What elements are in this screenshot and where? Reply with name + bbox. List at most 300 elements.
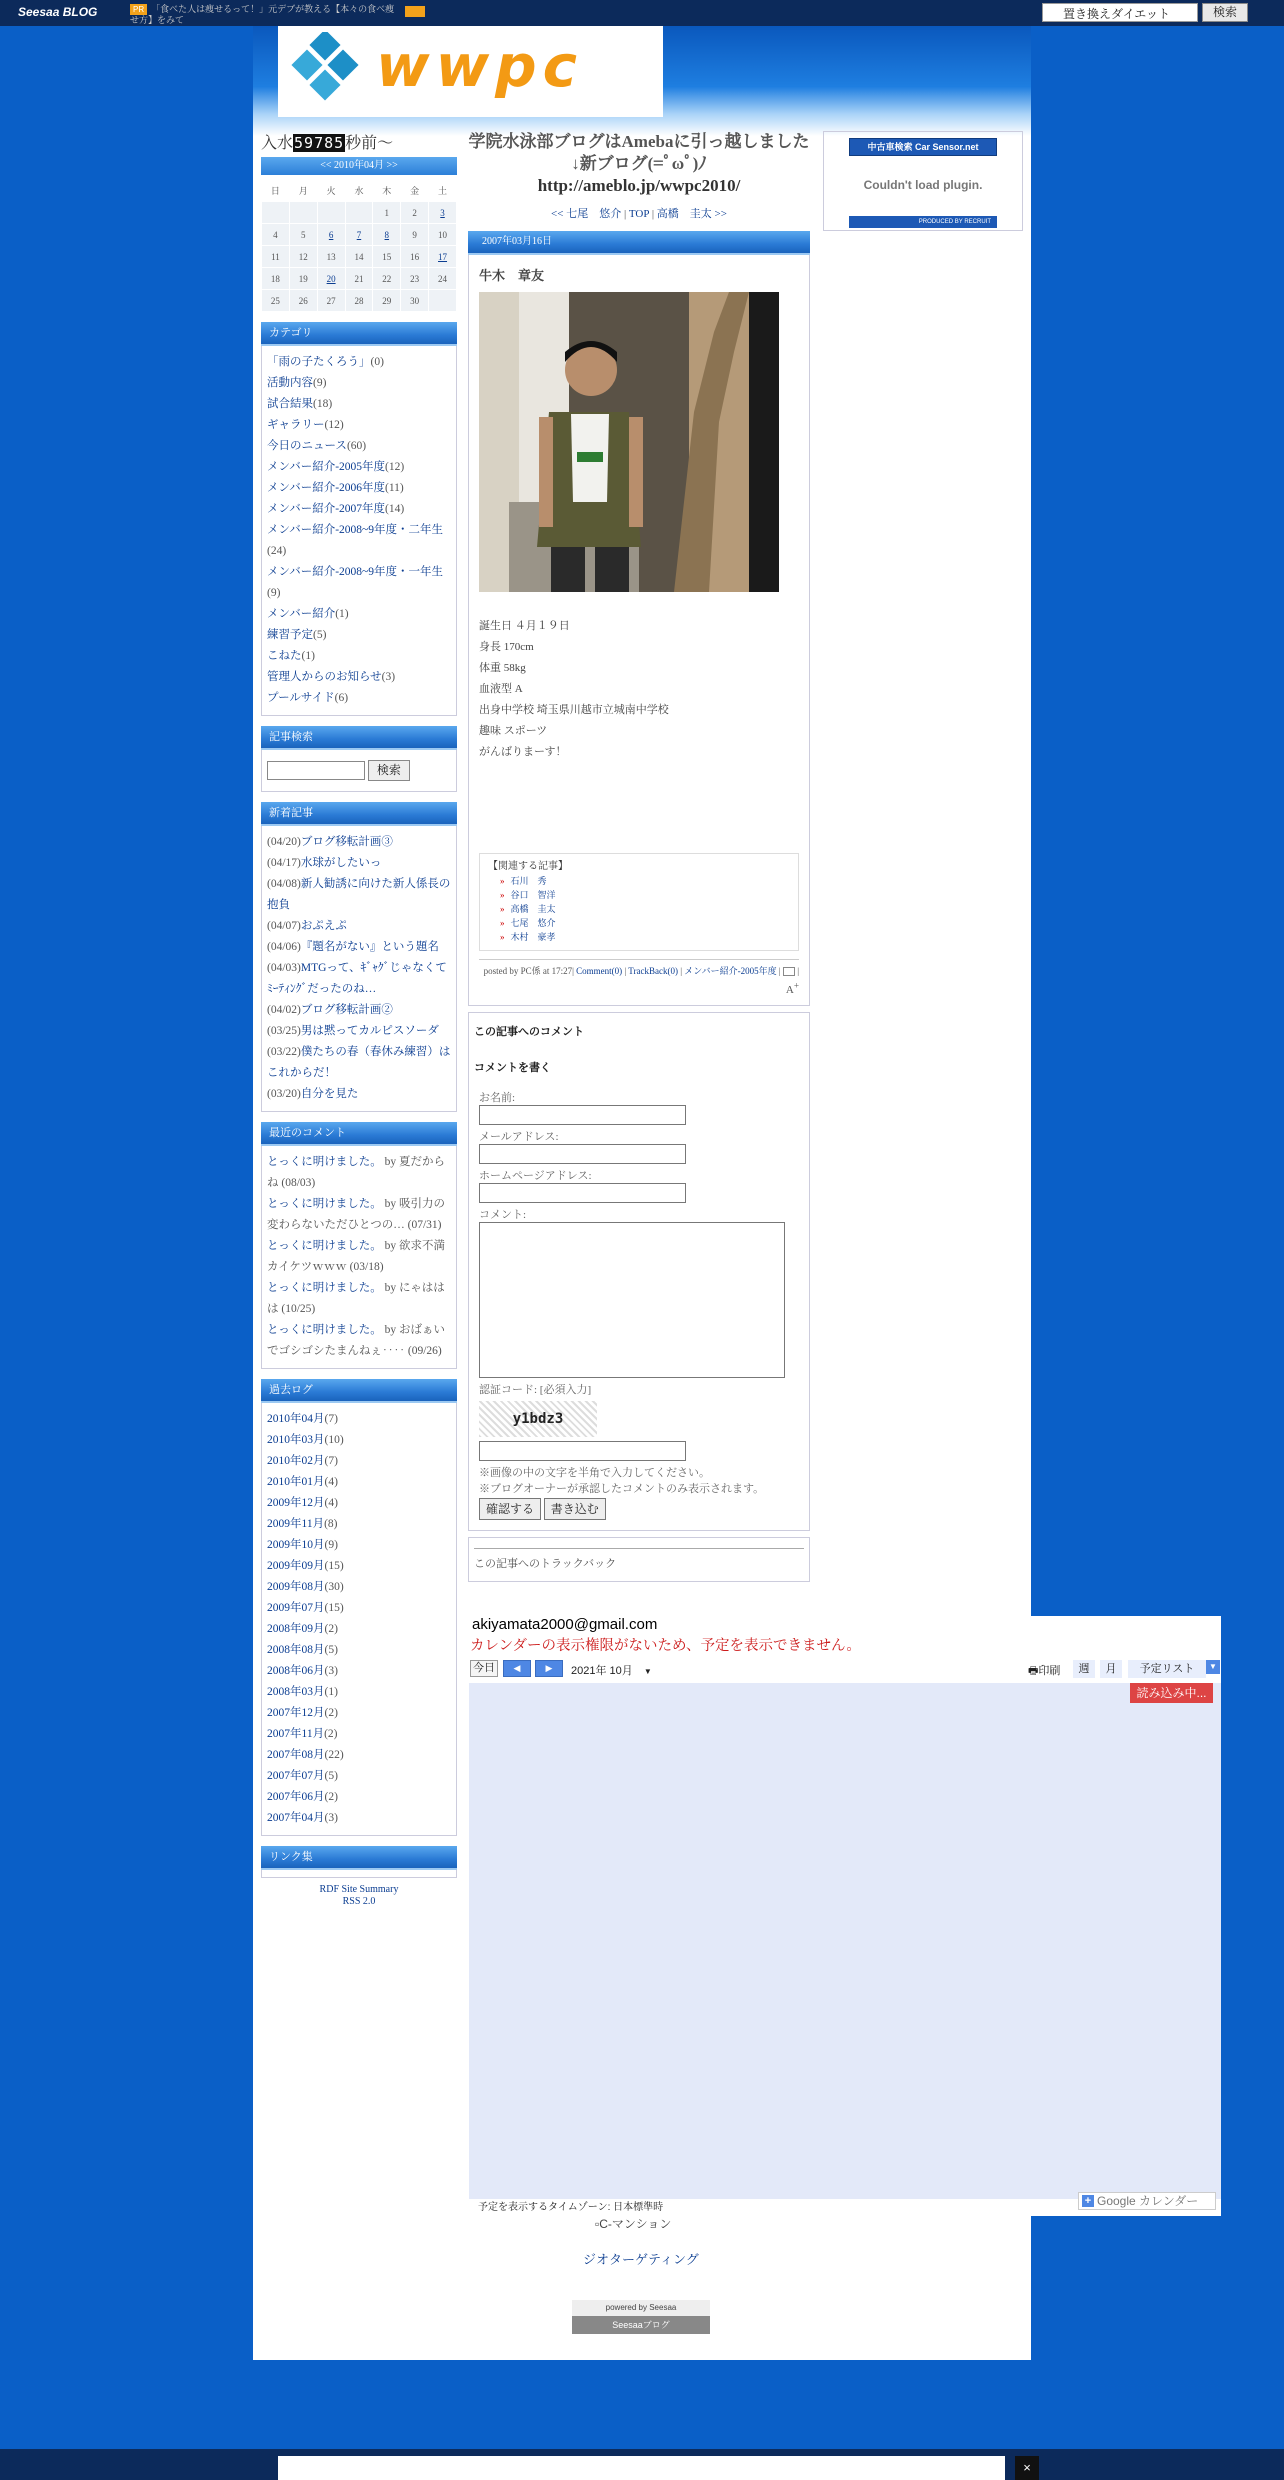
print-label: 印刷 [1038, 1665, 1061, 1677]
category-item [267, 373, 451, 394]
category-link[interactable]: 管理人からのお知らせ [267, 671, 382, 683]
archive-count: (10) [324, 1434, 344, 1447]
related-article-link[interactable]: » 谷口 智洋 [488, 888, 790, 902]
google-calendar-label: Google カレンダー [1097, 2194, 1199, 2208]
archive-item [267, 1472, 451, 1493]
entry-line: 趣味 スポーツ [479, 725, 548, 737]
prev-arrow-icon[interactable]: ◀ [503, 1660, 531, 1677]
calendar-dow: 土 [429, 180, 457, 202]
calendar-day: 5 [289, 224, 317, 246]
archive-link[interactable]: 2009年12月 [267, 1497, 325, 1510]
blog-logo[interactable] [278, 26, 663, 117]
comment-textarea[interactable] [479, 1222, 785, 1378]
calendar-day [289, 202, 317, 224]
category-item [267, 646, 451, 667]
recent-article-link[interactable]: 水球がしたいっ [300, 857, 382, 870]
category-count: (60) [346, 440, 367, 452]
archive-link[interactable]: 2007年12月 [267, 1707, 325, 1720]
recent-article-date: (04/20) [267, 836, 301, 849]
print-button[interactable] [1028, 1662, 1060, 1681]
archive-item [267, 1661, 451, 1682]
archive-item [267, 1766, 451, 1787]
calendar-day: 21 [345, 268, 373, 290]
recent-article-date: (04/08) [267, 878, 301, 891]
archive-count: (8) [324, 1518, 338, 1531]
related-article-link[interactable]: » 石川 秀 [488, 874, 790, 888]
captcha-image: y1bdz3 [479, 1401, 597, 1437]
tab-month[interactable]: 月 [1100, 1660, 1122, 1678]
category-link[interactable]: メンバー紹介-2008~9年度・一年生 [267, 566, 443, 578]
article-search-box [261, 750, 457, 792]
category-link[interactable]: 練習予定 [267, 629, 313, 641]
calendar-day: 28 [345, 290, 373, 312]
article-search-input[interactable] [267, 761, 365, 780]
archive-count: (2) [324, 1707, 338, 1720]
archive-count: (5) [324, 1644, 338, 1657]
captcha-field[interactable] [479, 1441, 686, 1461]
archive-item [267, 1598, 451, 1619]
category-count: (12) [385, 461, 405, 473]
links-box [261, 1870, 457, 1878]
archive-link[interactable]: 2008年09月 [267, 1623, 325, 1636]
entry-title: 牛木 章友 [479, 268, 545, 283]
recent-article-date: (03/25) [267, 1025, 301, 1038]
entry [468, 255, 810, 1006]
categories-list [261, 346, 457, 716]
archive-count: (2) [324, 1728, 338, 1741]
archive-count: (22) [324, 1749, 344, 1762]
archive-item [267, 1745, 451, 1766]
category-count: (14) [385, 503, 405, 515]
category-item [267, 562, 451, 604]
archive-item [267, 1535, 451, 1556]
calendar-day: 16 [401, 246, 429, 268]
bottom-ad-slot[interactable] [278, 2456, 1005, 2480]
calendar-day[interactable] [373, 224, 401, 246]
calendar-week [262, 202, 457, 224]
comment-label: コメント: [479, 1208, 527, 1221]
category-link[interactable]: 今日のニュース [267, 440, 347, 452]
archive-item [267, 1577, 451, 1598]
recent-article-link[interactable]: 『題名がない』という題名 [300, 941, 439, 954]
calendar-dow-row [262, 180, 457, 202]
archive-link[interactable]: 2007年07月 [267, 1770, 325, 1783]
powered-by-badge[interactable]: powered by Seesaa [572, 2300, 710, 2316]
feed-links [261, 1884, 457, 1908]
recent-articles-list [261, 826, 457, 1112]
archive-count: (5) [324, 1770, 338, 1783]
category-link[interactable]: 試合結果 [267, 398, 313, 410]
calendar-dow: 金 [401, 180, 429, 202]
email-field[interactable] [479, 1144, 686, 1164]
category-count: (1) [335, 608, 349, 620]
chevron-down-icon: ▼ [643, 1667, 652, 1676]
close-icon[interactable]: × [1015, 2456, 1039, 2480]
entry-line: 誕生日 ４月１９日 [479, 620, 570, 632]
recent-comments-list [261, 1146, 457, 1369]
top-search-input[interactable]: 置き換えダイエット [1042, 3, 1198, 22]
homepage-label: ホームページアドレス: [479, 1169, 592, 1182]
recent-article-item [267, 958, 451, 1000]
calendar-day [317, 202, 345, 224]
photo-image [479, 292, 779, 592]
recent-article-link[interactable]: ブログ移転計画② [300, 1004, 393, 1017]
bookmark-icon[interactable] [783, 967, 795, 976]
category-count: (9) [313, 377, 327, 389]
plugin-error: Couldn't load plugin. [863, 178, 983, 192]
category-item [267, 436, 451, 457]
cmansion-image[interactable] [595, 2215, 671, 2232]
calendar-day-link[interactable]: 7 [356, 229, 362, 240]
posted-by: posted by PC係 at 17:27| [483, 966, 574, 976]
recent-article-date: (04/07) [267, 920, 301, 933]
calendar-day: 15 [373, 246, 401, 268]
calendar-table [261, 179, 457, 312]
geo-targeting-link[interactable]: ジオターゲティング [583, 2252, 699, 2267]
archive-link[interactable]: 2010年04月 [267, 1413, 325, 1426]
archives-list [261, 1403, 457, 1836]
next-entry-link[interactable]: 高橋 圭太 >> [656, 208, 727, 220]
archive-link[interactable]: 2010年01月 [267, 1476, 325, 1489]
related-article-link[interactable]: » 木村 豪孝 [488, 930, 790, 944]
archive-item [267, 1556, 451, 1577]
calendar-day-link[interactable]: 20 [326, 273, 336, 284]
related-article-link[interactable]: » 七尾 悠介 [488, 916, 790, 930]
category-count: (3) [381, 671, 396, 683]
related-title: 【関連する記事】 [488, 861, 568, 872]
email-label: メールアドレス: [479, 1130, 559, 1143]
entry-line: 出身中学校 埼玉県川越市立城南中学校 [479, 704, 669, 716]
calendar-title[interactable]: << 2010年04月 >> [261, 157, 457, 175]
entry-line: 身長 170cm [479, 641, 534, 653]
archive-count: (9) [324, 1539, 338, 1552]
seesaa-blog-badge[interactable]: Seesaaブログ [572, 2316, 710, 2334]
category-link[interactable]: 活動内容 [267, 377, 313, 389]
calendar-day[interactable] [429, 202, 457, 224]
archive-item [267, 1493, 451, 1514]
archive-count: (3) [324, 1812, 338, 1825]
recent-comment-author: by 吸引力の変わらないただひとつの… (07/31) [267, 1198, 446, 1232]
blog-title [468, 131, 810, 197]
recent-comment-author: by 夏だからね (08/03) [267, 1156, 446, 1190]
calendar-day[interactable] [345, 224, 373, 246]
submit-comment-button[interactable]: 書き込む [544, 1498, 606, 1520]
recent-comment-author: by おばぁいでゴシゴシたまんねぇ‥‥ (09/26) [267, 1324, 446, 1358]
name-field[interactable] [479, 1105, 686, 1125]
calendar-dow: 水 [345, 180, 373, 202]
month-label: 2021年 10月 [571, 1665, 633, 1677]
calendar-toolbar [470, 1659, 1220, 1681]
seesaa-logo[interactable]: Seesaa BLOG [18, 5, 98, 19]
category-count: (5) [313, 629, 327, 641]
arrow-icon[interactable] [405, 6, 425, 17]
right-sidebar-plugin [823, 131, 1023, 231]
recent-article-date: (04/03) [267, 962, 301, 975]
prev-entry-link[interactable]: << 七尾 悠介 [551, 208, 622, 220]
write-comment-heading: コメントを書く [474, 1061, 551, 1074]
calendar-day-link[interactable]: 17 [438, 251, 448, 262]
recent-article-link[interactable]: 自分を見た [300, 1088, 359, 1101]
calendar-week [262, 224, 457, 246]
archive-link[interactable]: 2007年06月 [267, 1791, 325, 1804]
entry-line: がんばりまーす！ [479, 746, 567, 758]
calendar-day [262, 202, 290, 224]
category-count: (11) [385, 482, 404, 494]
blog-header [253, 26, 1031, 136]
calendar-day [345, 202, 373, 224]
trackback-count-link[interactable]: TrackBack(0) [628, 966, 678, 976]
calendar-day-link[interactable]: 3 [440, 207, 445, 218]
calendar-dow: 月 [289, 180, 317, 202]
tab-week[interactable]: 週 [1073, 1660, 1095, 1678]
entry-category-link[interactable]: メンバー紹介-2005年度 [684, 966, 777, 976]
category-link[interactable]: メンバー紹介-2006年度 [267, 482, 386, 494]
recent-comment-link[interactable]: とっくに明けました。 [267, 1282, 382, 1295]
top-ad[interactable] [130, 4, 400, 26]
archive-count: (3) [324, 1665, 338, 1678]
font-size-icon[interactable]: A+ [785, 980, 799, 996]
archive-item [267, 1640, 451, 1661]
archive-count: (2) [324, 1623, 338, 1636]
category-item [267, 415, 451, 436]
recent-comments-heading: 最近のコメント [261, 1122, 457, 1146]
carsensor-banner[interactable]: 中古車検索 Car Sensor.net [849, 138, 997, 156]
calendar-day-link[interactable]: 6 [328, 229, 334, 240]
related-articles [479, 853, 799, 951]
category-count: (0) [370, 356, 384, 368]
article-search-heading: 記事検索 [261, 726, 457, 750]
archive-count: (4) [324, 1476, 338, 1489]
recent-article-item [267, 832, 451, 853]
diamond-logo-icon [282, 32, 372, 112]
recent-comment-link[interactable]: とっくに明けました。 [267, 1156, 382, 1169]
category-count: (18) [313, 398, 333, 410]
archive-count: (7) [324, 1413, 338, 1426]
next-arrow-icon[interactable]: ▶ [535, 1660, 563, 1677]
archive-link[interactable]: 2009年09月 [267, 1560, 325, 1573]
archives-heading: 過去ログ [261, 1379, 457, 1403]
timezone-note: 予定を表示するタイムゾーン: 日本標準時 [478, 2202, 664, 2213]
category-item [267, 604, 451, 625]
calendar-day: 26 [289, 290, 317, 312]
calendar-day-link[interactable]: 8 [384, 229, 390, 240]
category-link[interactable]: プールサイド [267, 692, 335, 704]
archive-link[interactable]: 2008年03月 [267, 1686, 325, 1699]
recent-article-item [267, 916, 451, 937]
recent-article-item [267, 1021, 451, 1042]
archive-count: (7) [324, 1455, 338, 1468]
archive-link[interactable]: 2007年11月 [267, 1728, 325, 1741]
recent-comment-link[interactable]: とっくに明けました。 [267, 1240, 382, 1253]
calendar-dow: 木 [373, 180, 401, 202]
recent-article-item [267, 853, 451, 874]
calendar-week [262, 246, 457, 268]
top-search-button[interactable]: 検索 [1202, 3, 1248, 22]
top-link[interactable]: TOP [628, 208, 650, 220]
recent-comment-item [267, 1152, 451, 1194]
category-item [267, 457, 451, 478]
entry-navigation: << 七尾 悠介 | TOP | 高橋 圭太 >> [551, 208, 727, 220]
category-count: (12) [324, 419, 344, 431]
calendar-day: 27 [317, 290, 345, 312]
calendar-day [429, 290, 457, 312]
calendar-day: 23 [401, 268, 429, 290]
calendar-email: akiyamata2000@gmail.com [472, 1616, 658, 1633]
loading-badge: 読み込み中... [1130, 1683, 1213, 1703]
category-item [267, 667, 451, 688]
confirm-button[interactable]: 確認する [479, 1498, 541, 1520]
category-link[interactable]: ギャラリー [267, 419, 325, 431]
category-link[interactable]: メンバー紹介 [267, 608, 336, 620]
archive-link[interactable]: 2010年02月 [267, 1455, 325, 1468]
recent-article-link[interactable]: MTGって、ｷﾞｬｸﾞじゃなくてﾐｰﾃｨﾝｸﾞだったのね… [267, 962, 447, 996]
archive-link[interactable]: 2010年03月 [267, 1434, 325, 1447]
recent-article-link[interactable]: 新人勧誘に向けた新人係長の抱負 [267, 878, 451, 912]
rss-link[interactable]: RSS 2.0 [342, 1896, 376, 1908]
archive-count: (2) [324, 1791, 338, 1804]
main-column [468, 131, 810, 1582]
archive-link[interactable]: 2008年06月 [267, 1665, 325, 1678]
recent-article-date: (03/22) [267, 1046, 301, 1059]
calendar-day: 19 [289, 268, 317, 290]
counter-suffix: 秒前～ [345, 135, 394, 152]
calendar-day[interactable] [429, 246, 457, 268]
archive-item [267, 1703, 451, 1724]
category-item [267, 520, 451, 562]
category-link[interactable]: メンバー紹介-2007年度 [267, 503, 386, 515]
name-label: お名前: [479, 1091, 516, 1104]
countdown-counter [261, 131, 457, 155]
archive-link[interactable]: 2009年08月 [267, 1581, 325, 1594]
category-count: (24) [267, 545, 287, 557]
calendar-day: 30 [401, 290, 429, 312]
calendar-day: 9 [401, 224, 429, 246]
tab-agenda[interactable]: 予定リスト [1128, 1660, 1206, 1678]
blog-title-text: 学院水泳部ブログはAmebaに引っ越しました ↓新ブログ(=ﾟωﾟ)ﾉ [468, 132, 810, 173]
archive-item [267, 1808, 451, 1829]
archive-link[interactable]: 2007年08月 [267, 1749, 325, 1762]
calendar-day: 10 [429, 224, 457, 246]
archive-item [267, 1409, 451, 1430]
calendar-week [262, 268, 457, 290]
cmansion-label: C-マンション [599, 2217, 672, 2231]
calendar-day: 13 [317, 246, 345, 268]
recent-article-date: (03/20) [267, 1088, 301, 1101]
recent-comment-author: by 欲求不満カイケツｗｗｗ (03/18) [267, 1240, 446, 1274]
recent-comment-link[interactable]: とっくに明けました。 [267, 1198, 382, 1211]
ad-tag: PR [130, 4, 147, 15]
article-search-button[interactable]: 検索 [368, 760, 410, 781]
categories-heading: カテゴリ [261, 322, 457, 346]
archive-link[interactable]: 2009年07月 [267, 1602, 325, 1615]
archive-count: (1) [324, 1686, 338, 1699]
calendar-week [262, 290, 457, 312]
category-item [267, 352, 451, 373]
recent-comment-item [267, 1278, 451, 1320]
calendar-dow: 火 [317, 180, 345, 202]
archive-item [267, 1787, 451, 1808]
rdf-link[interactable]: RDF Site Summary [319, 1884, 399, 1896]
related-article-link[interactable]: » 高橋 圭太 [488, 902, 790, 916]
current-month[interactable] [571, 1662, 652, 1678]
comment-section [468, 1012, 810, 1531]
view-dropdown-icon[interactable]: ▼ [1206, 1660, 1220, 1674]
calendar-grid-area [469, 1683, 1221, 2199]
recent-article-link[interactable]: おぷえぷ [300, 920, 347, 933]
homepage-field[interactable] [479, 1183, 686, 1203]
top-bar [0, 0, 1284, 26]
archive-item [267, 1514, 451, 1535]
category-count: (9) [267, 587, 281, 599]
captcha-label: 認証コード: [必須入力] [479, 1383, 592, 1396]
recent-article-item [267, 874, 451, 916]
archive-count: (15) [324, 1602, 344, 1615]
calendar-day: 22 [373, 268, 401, 290]
archive-count: (30) [324, 1581, 344, 1594]
archive-count: (15) [324, 1560, 344, 1573]
recent-article-link[interactable]: 男は黙ってカルピスソーダ [300, 1025, 439, 1038]
recent-articles-heading: 新着記事 [261, 802, 457, 826]
bottom-ad-bar [0, 2449, 1284, 2480]
counter-digits: 59785 [294, 134, 345, 152]
category-link[interactable]: メンバー紹介-2008~9年度・二年生 [267, 524, 443, 536]
counter-prefix: 入水 [261, 135, 294, 152]
recent-comment-item [267, 1320, 451, 1362]
ad-text[interactable]: 「食べた人は痩せるって！」元デブが教える【本々の食べ痩せ方】をみて [130, 4, 395, 25]
new-blog-url[interactable]: http://ameblo.jp/wwpc2010/ [537, 176, 741, 195]
approval-note: ※ブログオーナーが承認したコメントのみ表示されます。 [479, 1482, 765, 1495]
entry-line: 体重 58kg [479, 662, 526, 674]
calendar-day[interactable] [317, 224, 345, 246]
google-calendar-button[interactable] [1078, 2192, 1216, 2210]
category-item [267, 688, 451, 709]
archive-link[interactable]: 2007年04月 [267, 1812, 325, 1825]
archive-link[interactable]: 2009年10月 [267, 1539, 325, 1552]
recent-article-link[interactable]: ブログ移転計画③ [300, 836, 393, 849]
member-photo[interactable] [479, 292, 779, 592]
comment-count-link[interactable]: Comment(0) [576, 966, 623, 976]
calendar-day: 11 [262, 246, 290, 268]
plus-icon: + [1082, 2195, 1094, 2207]
calendar-dow: 日 [262, 180, 290, 202]
archive-link[interactable]: 2008年08月 [267, 1644, 325, 1657]
calendar-day: 29 [373, 290, 401, 312]
entry-footer: posted by PC係 at 17:27| Comment(0) | TrackBack(0) | メンバー紹介-2005年度 | | A+ [479, 959, 799, 997]
comments-heading: この記事へのコメント [474, 1025, 584, 1038]
calendar-day[interactable] [317, 268, 345, 290]
recent-comment-link[interactable]: とっくに明けました。 [267, 1324, 382, 1337]
calendar-day: 2 [401, 202, 429, 224]
today-button[interactable]: 今日 [470, 1660, 498, 1677]
recent-comment-item [267, 1194, 451, 1236]
links-heading: リンク集 [261, 1846, 457, 1870]
category-link[interactable]: 「雨の子たくろう」 [267, 356, 371, 368]
category-item [267, 478, 451, 499]
recruit-banner[interactable]: PRODUCED BY RECRUIT [849, 216, 997, 228]
category-link[interactable]: メンバー紹介-2005年度 [267, 461, 386, 473]
category-link[interactable]: こねた [267, 650, 302, 662]
archive-link[interactable]: 2009年11月 [267, 1518, 325, 1531]
archive-item [267, 1451, 451, 1472]
captcha-note: ※画像の中の文字を半角で入力してください。 [479, 1466, 710, 1479]
trackback-heading: この記事へのトラックバック [474, 1557, 617, 1570]
recent-article-item [267, 937, 451, 958]
category-item [267, 499, 451, 520]
printer-icon: 🖶 [1028, 1665, 1039, 1677]
recent-article-link[interactable]: 僕たちの春（春休み練習）はこれからだ！ [267, 1046, 451, 1080]
calendar-day: 1 [373, 202, 401, 224]
calendar-day: 18 [262, 268, 290, 290]
